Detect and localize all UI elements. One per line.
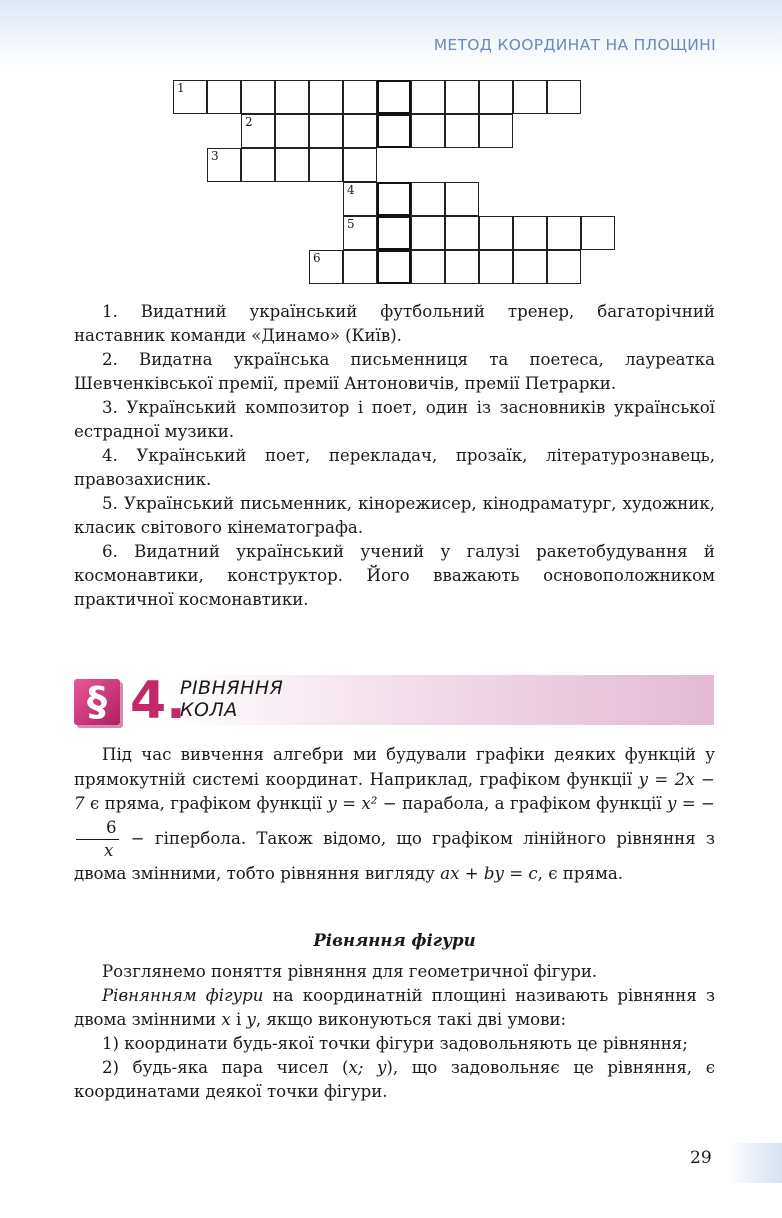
intro-text-5: , є пряма. — [537, 863, 624, 883]
definition-text-2: , якщо виконуються такі дві умови: — [255, 1010, 567, 1029]
crossword-key-cell — [377, 182, 411, 216]
crossword-row-number: 6 — [313, 251, 321, 265]
crossword-cell — [343, 148, 377, 182]
definition-paragraph — [74, 984, 715, 1032]
section-number: 4. — [130, 671, 186, 731]
crossword-key-cell — [377, 250, 411, 284]
intro-text-4: − гіпербола. Також відомо, що графіком лінійного рівняння з двома змінними, тобто рівняння вигляду — [74, 828, 715, 883]
crossword-cell — [411, 216, 445, 250]
crossword-cell — [309, 148, 343, 182]
fraction-numerator: 6 — [76, 817, 119, 840]
crossword-cell — [513, 80, 547, 114]
condition-1: 1) координати будь-якої точки фігури задовольняють це рівняння; — [102, 1034, 688, 1053]
page-number: 29 — [690, 1148, 712, 1168]
header-band — [0, 0, 782, 70]
intro-paragraph-block — [74, 743, 715, 886]
crossword-key-cell — [377, 114, 411, 148]
formula-hyperbola-fraction — [76, 817, 119, 862]
clue-2: 2. Видатна українська письменниця та поетеса, лауреатка Шевченківської премії, премії Антоновичів, премії Петрарки. — [74, 350, 715, 393]
variable-x: x — [221, 1010, 231, 1029]
definition-text-and: і — [230, 1010, 247, 1029]
crossword-cell — [275, 148, 309, 182]
crossword-cell — [275, 80, 309, 114]
crossword-cell — [445, 80, 479, 114]
crossword-cell — [479, 250, 513, 284]
crossword-row-number: 5 — [347, 217, 355, 231]
formula-linear-general: ax + by = c — [440, 863, 538, 883]
crossword-cell — [309, 114, 343, 148]
condition-2-text-2: ), що задовольняє це рівняння, є координатами деякої точки фігури. — [74, 1058, 715, 1101]
crossword-cell — [445, 114, 479, 148]
section-banner — [72, 671, 714, 731]
crossword-cell — [445, 182, 479, 216]
crossword-cell — [547, 216, 581, 250]
clue-4: 4. Український поет, перекладач, прозаїк, літературознавець, правозахисник. — [74, 446, 715, 489]
formula-hyperbola-prefix: y = − — [667, 794, 715, 813]
crossword-cell — [411, 80, 445, 114]
crossword-cell — [343, 114, 377, 148]
running-head: МЕТОД КООРДИНАТ НА ПЛОЩИНІ — [433, 36, 716, 54]
crossword-cell — [309, 80, 343, 114]
crossword-cell — [411, 182, 445, 216]
crossword-cell — [275, 114, 309, 148]
section-symbol-icon: § — [74, 679, 120, 725]
formula-linear: y = 2x − 7 — [74, 769, 716, 813]
crossword-cell — [479, 216, 513, 250]
condition-2 — [74, 1056, 715, 1104]
crossword-key-cell — [377, 216, 411, 250]
footer-band — [725, 1143, 782, 1183]
subheading: Рівняння фігури — [313, 930, 476, 950]
clue-6: 6. Видатний український учений у галузі ракетобудування й космонавтики, конструктор. Його вважають основоположником практичної космонавтики. — [74, 542, 715, 609]
crossword-cell — [513, 216, 547, 250]
crossword-cell — [411, 114, 445, 148]
crossword-cell — [343, 250, 377, 284]
definition-text-1: на координатній площині називають рівняння з двома змінними — [74, 986, 715, 1029]
crossword-key-cell — [377, 80, 411, 114]
pair-xy: x; y — [348, 1058, 387, 1077]
crossword-clues — [74, 300, 715, 612]
crossword-cell — [513, 250, 547, 284]
crossword-cell — [241, 80, 275, 114]
formula-parabola: y = x² — [327, 794, 378, 813]
crossword-cell — [581, 216, 615, 250]
crossword-cell — [547, 80, 581, 114]
crossword-cell — [207, 80, 241, 114]
crossword-row-number: 2 — [245, 115, 253, 129]
crossword-cell — [241, 114, 275, 148]
definition-block — [74, 960, 715, 1104]
crossword-cell — [309, 250, 343, 284]
crossword-cell — [479, 114, 513, 148]
crossword-row-number: 3 — [211, 149, 219, 163]
crossword-cell — [479, 80, 513, 114]
crossword-cell — [207, 148, 241, 182]
intro-paragraph — [74, 743, 715, 886]
condition-2-text-1: 2) будь-яка пара чисел ( — [102, 1058, 349, 1077]
crossword-cell — [411, 250, 445, 284]
variable-y: y — [246, 1010, 256, 1029]
intro-text-2: є пряма, графіком функції — [84, 794, 328, 813]
intro-text-3: − парабола, а графіком функції — [377, 794, 668, 813]
crossword-cell — [343, 216, 377, 250]
clue-3: 3. Український композитор і поет, один із засновників української естрадної музики. — [74, 398, 715, 441]
crossword-cell — [173, 80, 207, 114]
crossword-cell — [445, 216, 479, 250]
section-title-line-2: КОЛА — [180, 699, 238, 721]
crossword-cell — [547, 250, 581, 284]
section-title — [180, 677, 283, 721]
fraction-denominator: x — [104, 840, 114, 860]
clue-5: 5. Український письменник, кінорежисер, кінодраматург, художник, класик світового кінематографа. — [74, 494, 715, 537]
crossword-cell — [445, 250, 479, 284]
section-title-line-1: РІВНЯННЯ — [180, 677, 284, 699]
body-paragraph-1: Розглянемо поняття рівняння для геометричної фігури. — [102, 962, 598, 981]
intro-text-1: Під час вивчення алгебри ми будували графіки деяких функцій у прямокутній системі координат. Наприклад, графіком функції — [74, 745, 715, 789]
crossword-cell — [343, 80, 377, 114]
crossword-row-number: 4 — [347, 183, 355, 197]
crossword-row-number: 1 — [177, 81, 185, 95]
crossword-cell — [241, 148, 275, 182]
crossword-cell — [343, 182, 377, 216]
clue-1: 1. Видатний український футбольний тренер, багаторічний наставник команди «Динамо» (Київ). — [74, 302, 715, 345]
defined-term: Рівнянням фігури — [102, 986, 264, 1005]
